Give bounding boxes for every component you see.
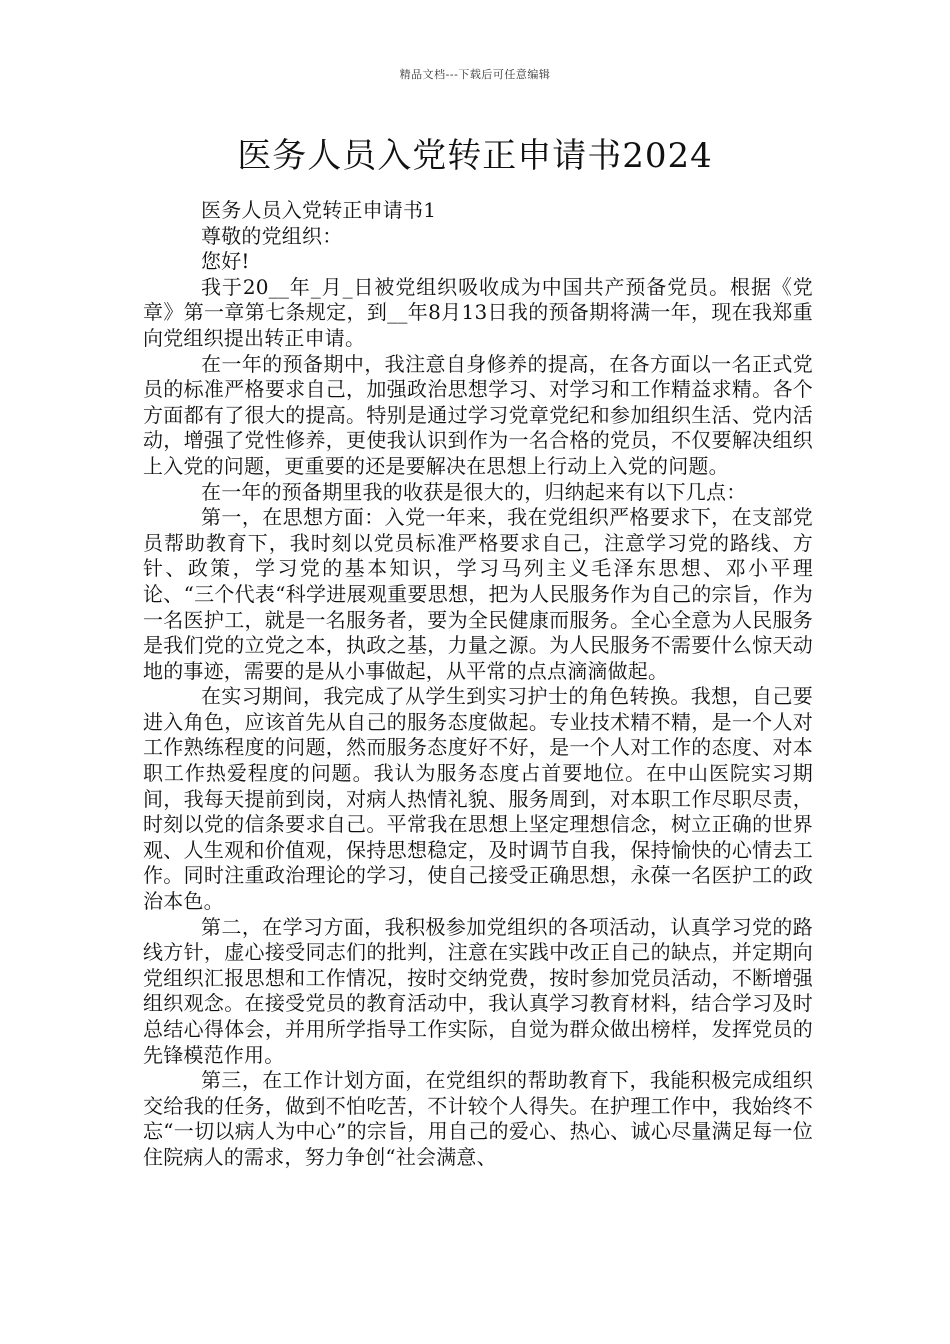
greeting-paragraph: 您好! [201, 249, 250, 274]
body-paragraph: 我于20__年_月_日被党组织吸收成为中国共产预备党员。根据《党章》第一章第七条规定，到__年8月13日我的预备期将满一年，现在我郑重向党组织提出转正申请。 [143, 274, 813, 350]
body-paragraph: 在一年的预备期里我的收获是很大的，归纳起来有以下几点： [201, 479, 747, 504]
document-title: 医务人员入党转正申请书2024 [237, 136, 713, 176]
body-paragraph: 在一年的预备期中，我注意自身修养的提高，在各方面以一名正式党员的标准严格要求自己，加强政治思想学习、对学习和工作精益求精。各个方面都有了很大的提高。特别是通过学习党章党纪和参加组织生活、党内活动，增强了党性修养，更使我认识到作为一名合格的党员，不仅要解决组织上入党的问题，更重要的还是要解决在思想上行动上入党的问题。 [143, 351, 813, 478]
salutation-paragraph: 尊敬的党组织： [201, 223, 343, 248]
body-paragraph: 在实习期间，我完成了从学生到实习护士的角色转换。我想，自己要进入角色，应该首先从自己的服务态度做起。专业技术精不精，是一个人对工作熟练程度的问题，然而服务态度好不好，是一个人对工作的态度、对本职工作热爱程度的问题。我认为服务态度占首要地位。在中山医院实习期间，我每天提前到岗，对病人热情礼貌、服务周到，对本职工作尽职尽责，时刻以党的信条要求自己。平常我在思想上坚定理想信念，树立正确的世界观、人生观和价值观，保持思想稳定，及时调节自我，保持愉快的心情去工作。同时注重政治理论的学习，使自己接受正确思想，永葆一名医护工的政治本色。 [143, 684, 813, 914]
body-paragraph: 第一，在思想方面：入党一年来，我在党组织严格要求下，在支部党员帮助教育下，我时刻以党员标准严格要求自己，注意学习党的路线、方针、政策，学习党的基本知识，学习马列主义毛泽东思想、邓小平理论、“三个代表“科学进展观重要思想，把为人民服务作为自己的宗旨，作为一名医护工，就是一名服务者，要为全民健康而服务。全心全意为人民服务是我们党的立党之本，执政之基，力量之源。为人民服务不需要什么惊天动地的事迹，需要的是从小事做起，从平常的点点滴滴做起。 [143, 505, 813, 683]
body-paragraph: 第三，在工作计划方面，在党组织的帮助教育下，我能积极完成组织交给我的任务，做到不怕吃苦，不计较个人得失。在护理工作中，我始终不忘“一切以病人为中心”的宗旨，用自己的爱心、热心、诚心尽量满足每一位住院病人的需求，努力争创“社会满意、 [143, 1068, 813, 1169]
document-body [143, 198, 813, 1171]
subtitle-paragraph: 医务人员入党转正申请书1 [201, 198, 437, 222]
body-paragraph: 第二，在学习方面，我积极参加党组织的各项活动，认真学习党的路线方针，虚心接受同志们的批判，注意在实践中改正自己的缺点，并定期向党组织汇报思想和工作情况，按时交纳党费，按时参加党员活动，不断增强组织观念。在接受党员的教育活动中，我认真学习教育材料，结合学习及时总结心得体会，并用所学指导工作实际，自觉为群众做出榜样，发挥党员的先锋模范作用。 [143, 914, 813, 1067]
header-note: 精品文档---下载后可任意编辑 [399, 68, 551, 81]
